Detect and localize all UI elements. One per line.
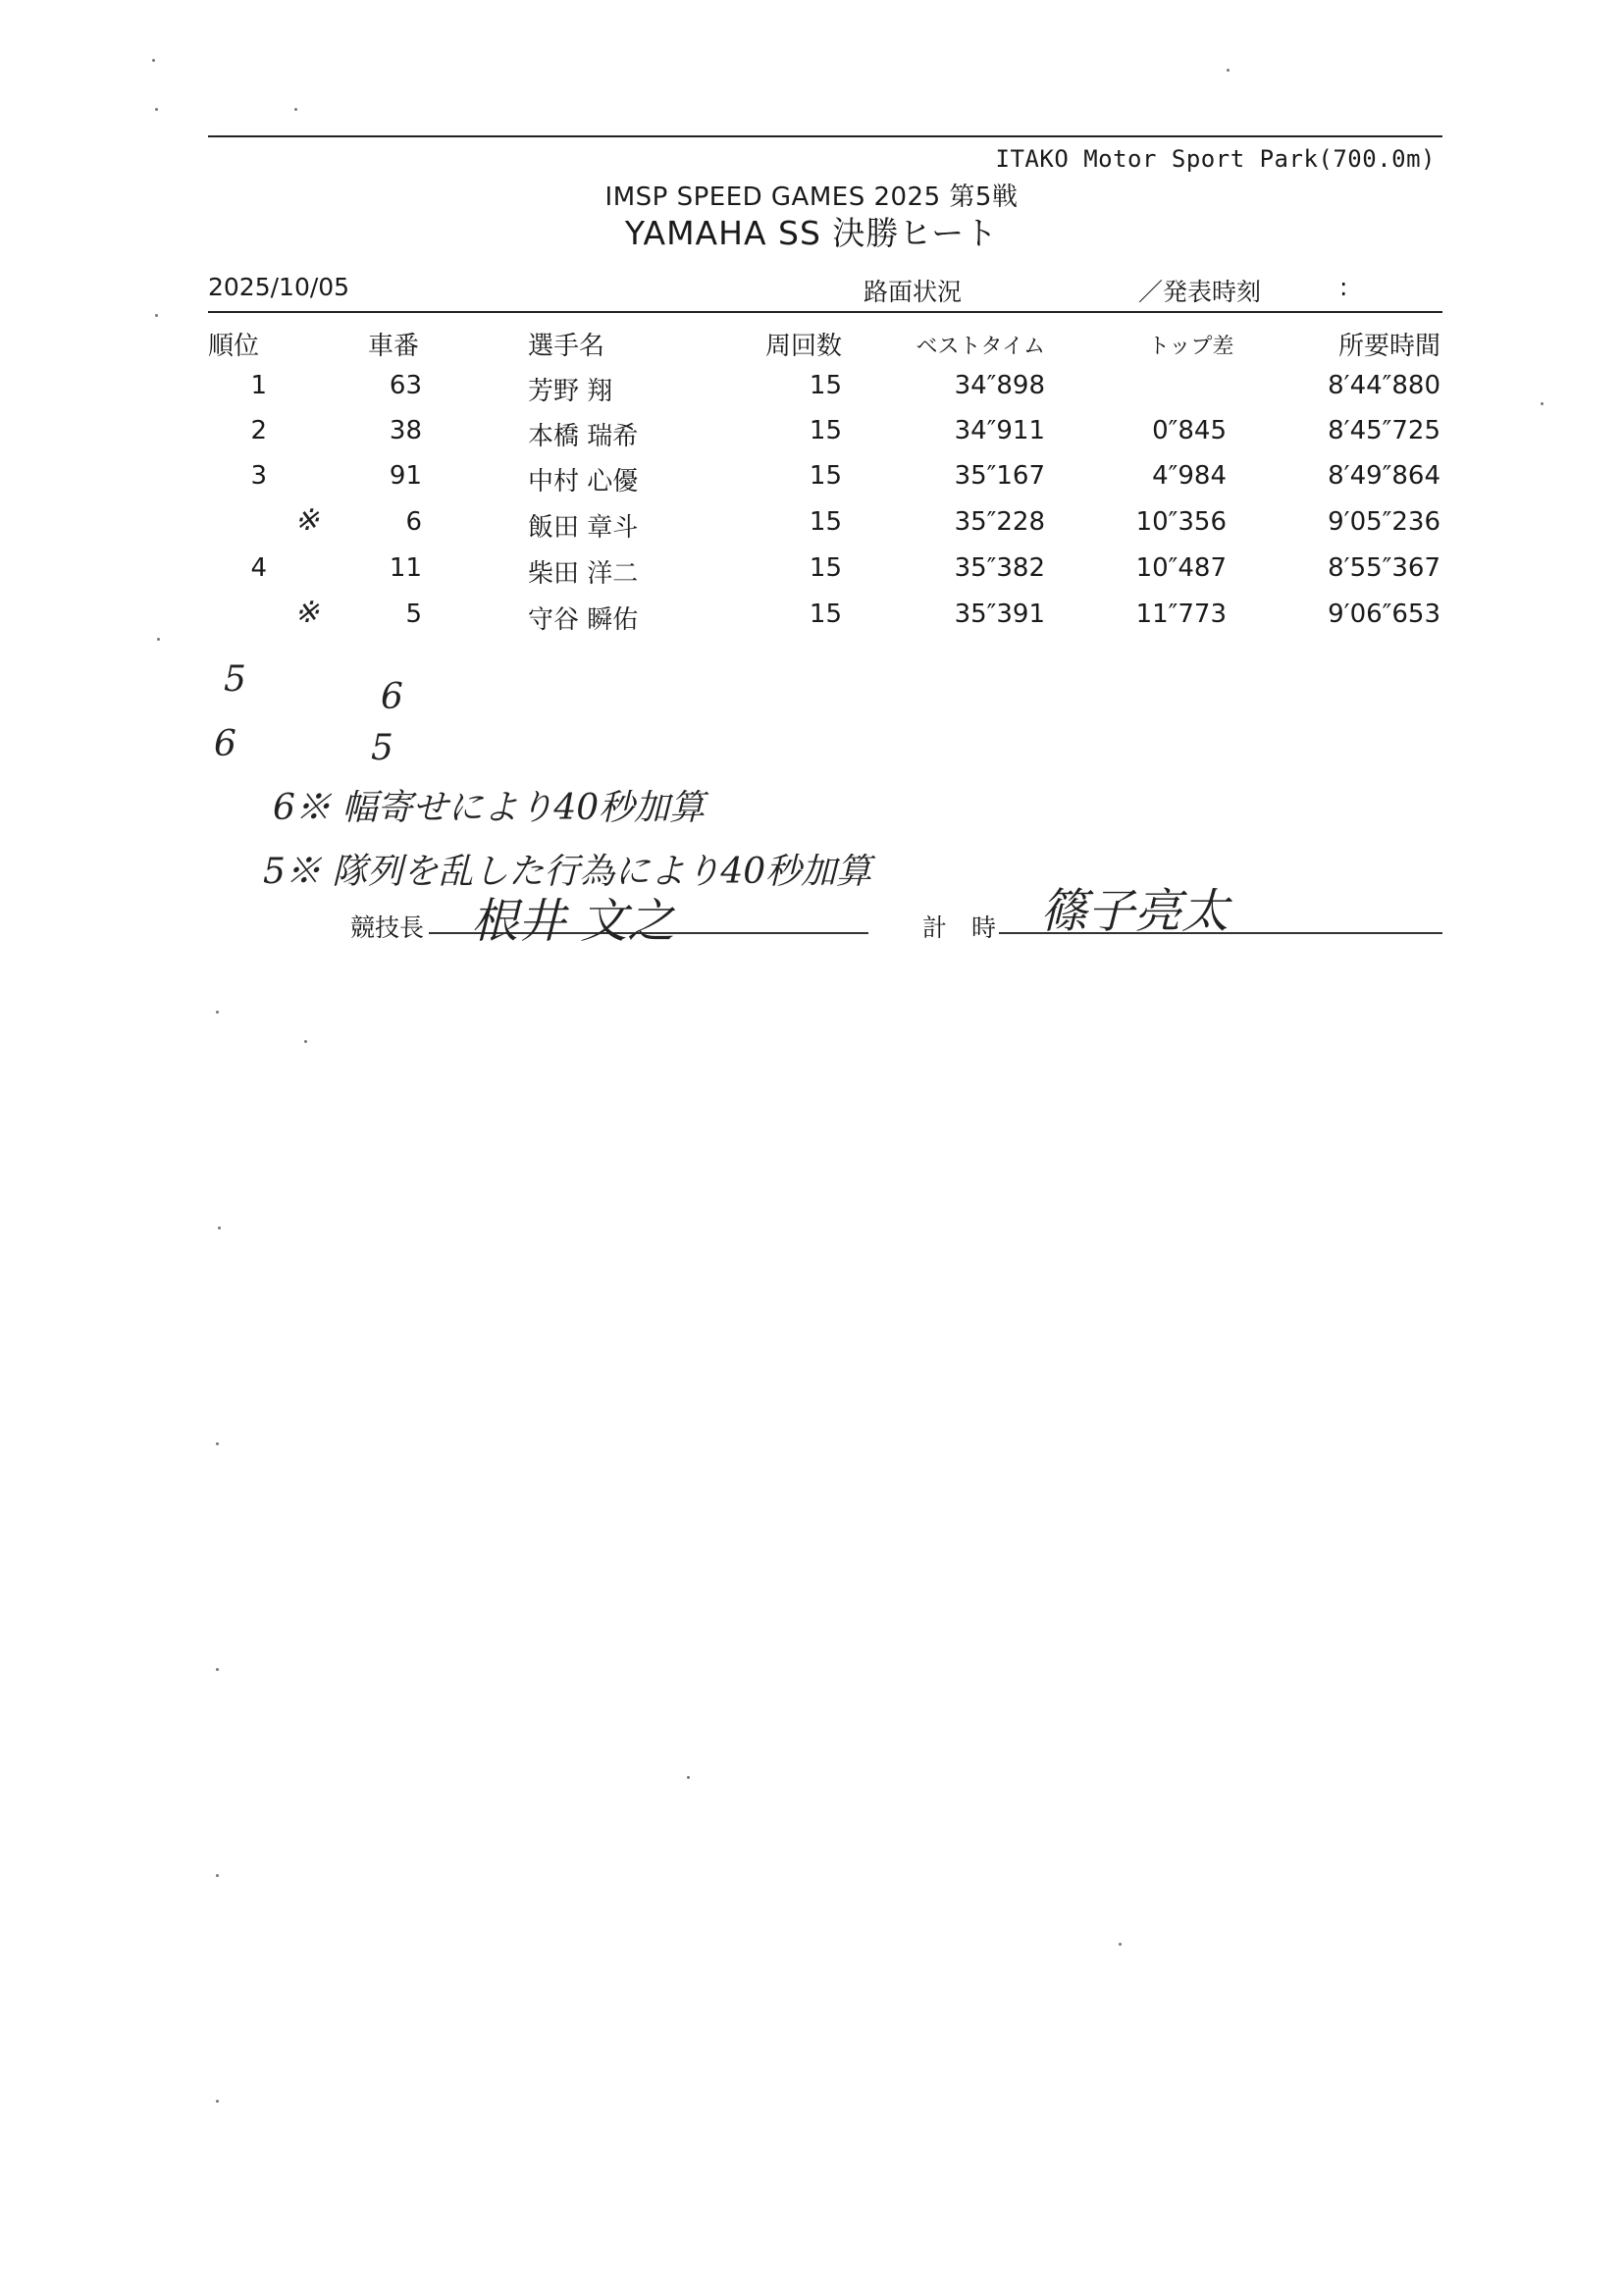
row-laps: 15 <box>809 507 842 537</box>
announce-time-label: ／発表時刻 <box>1138 278 1262 306</box>
row-total-time: 8′45″725 <box>1328 416 1440 445</box>
row-laps: 15 <box>809 461 842 491</box>
row-car-number: 6 <box>405 507 422 537</box>
row-best-time: 34″911 <box>954 416 1045 445</box>
scan-speck <box>155 314 158 317</box>
top-rule <box>208 135 1442 137</box>
row-best-time: 34″898 <box>954 371 1045 400</box>
race-director-signature: 根井 文之 <box>471 894 675 949</box>
scan-speck <box>216 1668 219 1671</box>
row-position: 4 <box>250 553 267 583</box>
row-rider-name: 芳野 翔 <box>528 377 613 406</box>
announce-time-value: : <box>1339 273 1348 301</box>
row-rider-name: 飯田 章斗 <box>528 513 639 543</box>
scan-speck <box>155 108 158 111</box>
scan-speck <box>304 1040 307 1043</box>
row-total-time: 9′05″236 <box>1328 507 1440 537</box>
row-rider-name: 中村 心優 <box>528 467 639 496</box>
row-position: 1 <box>250 371 267 400</box>
row-penalty-mark: ※ <box>294 596 320 630</box>
scan-speck <box>216 1011 219 1014</box>
col-header-number: 車番 <box>368 332 420 361</box>
penalty-note-1: 6※ 幅寄せにより40秒加算 <box>273 788 706 828</box>
row-position: 2 <box>250 416 267 445</box>
row-total-time: 8′49″864 <box>1328 461 1440 491</box>
scan-speck <box>216 2100 219 2103</box>
row-car-number: 63 <box>389 371 422 400</box>
row-car-number: 91 <box>389 461 422 491</box>
scan-speck <box>216 1874 219 1877</box>
row-laps: 15 <box>809 600 842 629</box>
header-rule <box>208 311 1442 313</box>
row-best-time: 35″391 <box>954 600 1045 629</box>
row-gap: 11″773 <box>1135 600 1227 629</box>
race-date: 2025/10/05 <box>208 273 350 301</box>
scan-speck <box>152 59 155 62</box>
row-gap: 10″487 <box>1135 553 1227 583</box>
penalty-note-2: 5※ 隊列を乱した行為により40秒加算 <box>263 852 872 892</box>
row-gap: 0″845 <box>1152 416 1227 445</box>
row-rider-name: 柴田 洋二 <box>528 559 639 589</box>
row-laps: 15 <box>809 553 842 583</box>
scan-speck <box>687 1776 690 1779</box>
row-best-time: 35″228 <box>954 507 1045 537</box>
timekeeper-label: 計 時 <box>922 913 997 942</box>
row-best-time: 35″382 <box>954 553 1045 583</box>
venue-label: ITAKO Motor Sport Park(700.0m) <box>995 145 1436 173</box>
col-header-best-time: ベストタイム <box>916 335 1045 359</box>
scan-speck <box>1119 1943 1122 1946</box>
row-gap: 4″984 <box>1152 461 1227 491</box>
col-header-laps: 周回数 <box>764 332 842 361</box>
scan-speck <box>157 638 160 641</box>
correction-pos-2: 6 <box>214 724 236 764</box>
scan-speck <box>1227 69 1230 72</box>
row-car-number: 11 <box>389 553 422 583</box>
row-car-number: 5 <box>405 600 422 629</box>
race-director-label: 競技長 <box>350 913 425 942</box>
row-total-time: 8′55″367 <box>1328 553 1440 583</box>
col-header-rider: 選手名 <box>528 332 605 361</box>
scan-speck <box>1541 402 1544 405</box>
correction-no-2: 5 <box>371 728 393 768</box>
race-title: YAMAHA SS 決勝ヒート <box>624 214 999 252</box>
scan-speck <box>294 108 297 111</box>
row-laps: 15 <box>809 371 842 400</box>
row-laps: 15 <box>809 416 842 445</box>
correction-pos-1: 5 <box>224 659 246 700</box>
row-gap: 10″356 <box>1135 507 1227 537</box>
row-rider-name: 本橋 瑞希 <box>528 422 639 451</box>
row-position: 3 <box>250 461 267 491</box>
row-best-time: 35″167 <box>954 461 1045 491</box>
road-condition-label: 路面状況 <box>864 278 963 306</box>
correction-no-1: 6 <box>381 677 403 717</box>
scan-speck <box>216 1442 219 1445</box>
col-header-position: 順位 <box>208 332 260 361</box>
timekeeper-signature: 篠子亮太 <box>1040 884 1230 939</box>
row-total-time: 8′44″880 <box>1328 371 1440 400</box>
col-header-gap: トップ差 <box>1148 335 1234 359</box>
row-rider-name: 守谷 瞬佑 <box>528 605 639 635</box>
row-car-number: 38 <box>389 416 422 445</box>
row-total-time: 9′06″653 <box>1328 600 1440 629</box>
row-penalty-mark: ※ <box>294 503 320 538</box>
event-title: IMSP SPEED GAMES 2025 第5戦 <box>604 183 1019 212</box>
col-header-total-time: 所要時間 <box>1337 332 1440 361</box>
scan-speck <box>218 1226 221 1229</box>
